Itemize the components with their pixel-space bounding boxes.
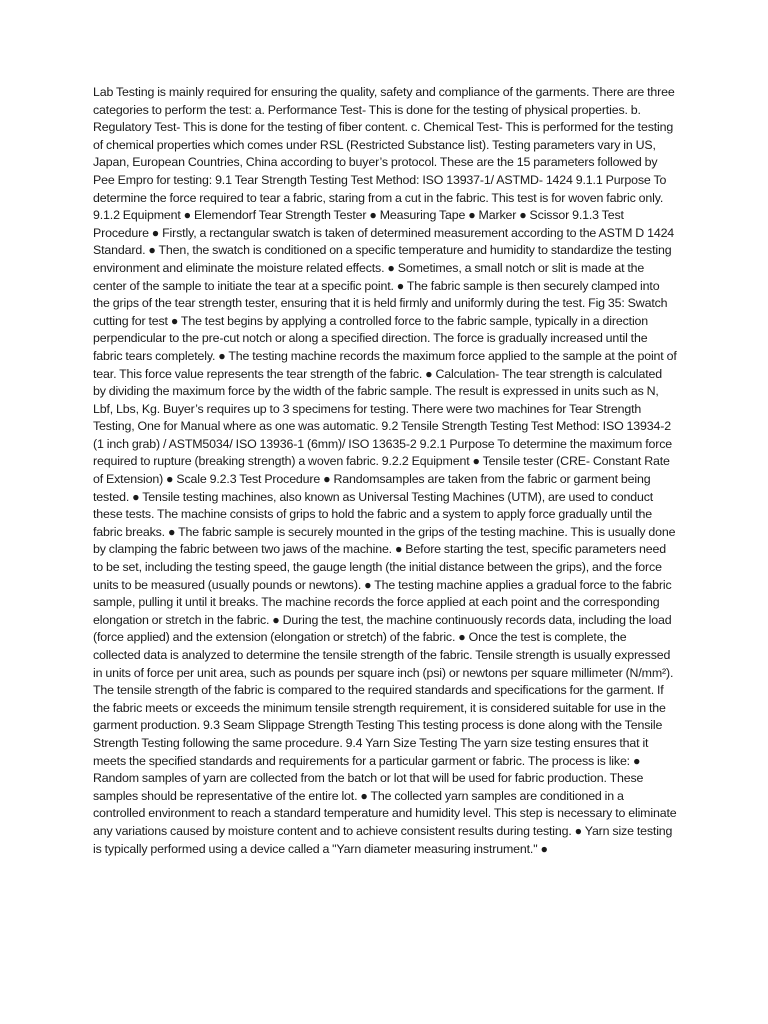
document-page [93,84,677,858]
body-paragraph: Lab Testing is mainly required for ensuring the quality, safety and compliance of the garments. There are three categories to perform the test: a. Performance Test- This is done for the testing of physical properties. b. Regulatory Test- This is done for the testing of fiber content. c. Chemical Test- This is performed for the testing of chemical properties which comes under RSL (Restricted Substance list). Testing parameters vary in US, Japan, European Countries, China according to buyer’s protocol. These are the 15 parameters followed by Pee Empro for testing: 9.1 Tear Strength Testing Test Method: ISO 13937-1/ ASTMD- 1424 9.1.1 Purpose To determine the force required to tear a fabric, staring from a cut in the fabric. This test is for woven fabric only. 9.1.2 Equipment ● Elemendorf Tear Strength Tester ● Measuring Tape ● Marker ● Scissor 9.1.3 Test Procedure ● Firstly, a rectangular swatch is taken of determined measurement according to the ASTM D 1424 Standard. ● Then, the swatch is conditioned on a specific temperature and humidity to standardize the testing environment and eliminate the moisture related effects. ● Sometimes, a small notch or slit is made at the center of the sample to initiate the tear at a specific point. ● The fabric sample is then securely clamped into the grips of the tear strength tester, ensuring that it is held firmly and uniformly during the test. Fig 35: Swatch cutting for test ● The test begins by applying a controlled force to the fabric sample, typically in a direction perpendicular to the pre-cut notch or along a specified direction. The force is gradually increased until the fabric tears completely. ● The testing machine records the maximum force applied to the sample at the point of tear. This force value represents the tear strength of the fabric. ● Calculation- The tear strength is calculated by dividing the maximum force by the width of the fabric sample. The result is expressed in units such as N, Lbf, Lbs, Kg. Buyer’s requires up to 3 specimens for testing. There were two machines for Tear Strength Testing, One for Manual where as one was automatic. 9.2 Tensile Strength Testing Test Method: ISO 13934-2 (1 inch grab) / ASTM5034/ ISO 13936-1 (6mm)/ ISO 13635-2 9.2.1 Purpose To determine the maximum force required to rupture (breaking strength) a woven fabric. 9.2.2 Equipment ● Tensile tester (CRE- Constant Rate of Extension) ● Scale 9.2.3 Test Procedure ● Randomsamples are taken from the fabric or garment being tested. ● Tensile testing machines, also known as Universal Testing Machines (UTM), are used to conduct these tests. The machine consists of grips to hold the fabric and a system to apply force gradually until the fabric breaks. ● The fabric sample is securely mounted in the grips of the testing machine. This is usually done by clamping the fabric between two jaws of the machine. ● Before starting the test, specific parameters need to be set, including the testing speed, the gauge length (the initial distance between the grips), and the force units to be measured (usually pounds or newtons). ● The testing machine applies a gradual force to the fabric sample, pulling it until it breaks. The machine records the force applied at each point and the corresponding elongation or stretch in the fabric. ● During the test, the machine continuously records data, including the load (force applied) and the extension (elongation or stretch) of the fabric. ● Once the test is complete, the collected data is analyzed to determine the tensile strength of the fabric. Tensile strength is usually expressed in units of force per unit area, such as pounds per square inch (psi) or newtons per square millimeter (N/mm²). The tensile strength of the fabric is compared to the required standards and specifications for the garment. If the fabric meets or exceeds the minimum tensile strength requirement, it is considered suitable for use in the garment production. 9.3 Seam Slippage Strength Testing This testing process is done along with the Tensile Strength Testing following the same procedure. 9.4 Yarn Size Testing The yarn size testing ensures that it meets the specified standards and requirements for a particular garment or fabric. The process is like: ● Random samples of yarn are collected from the batch or lot that will be used for fabric production. These samples should be representative of the entire lot. ● The collected yarn samples are conditioned in a controlled environment to reach a standard temperature and humidity level. This step is necessary to eliminate any variations caused by moisture content and to achieve consistent results during testing. ● Yarn size testing is typically performed using a device called a "Yarn diameter measuring instrument." ● [93,85,677,856]
